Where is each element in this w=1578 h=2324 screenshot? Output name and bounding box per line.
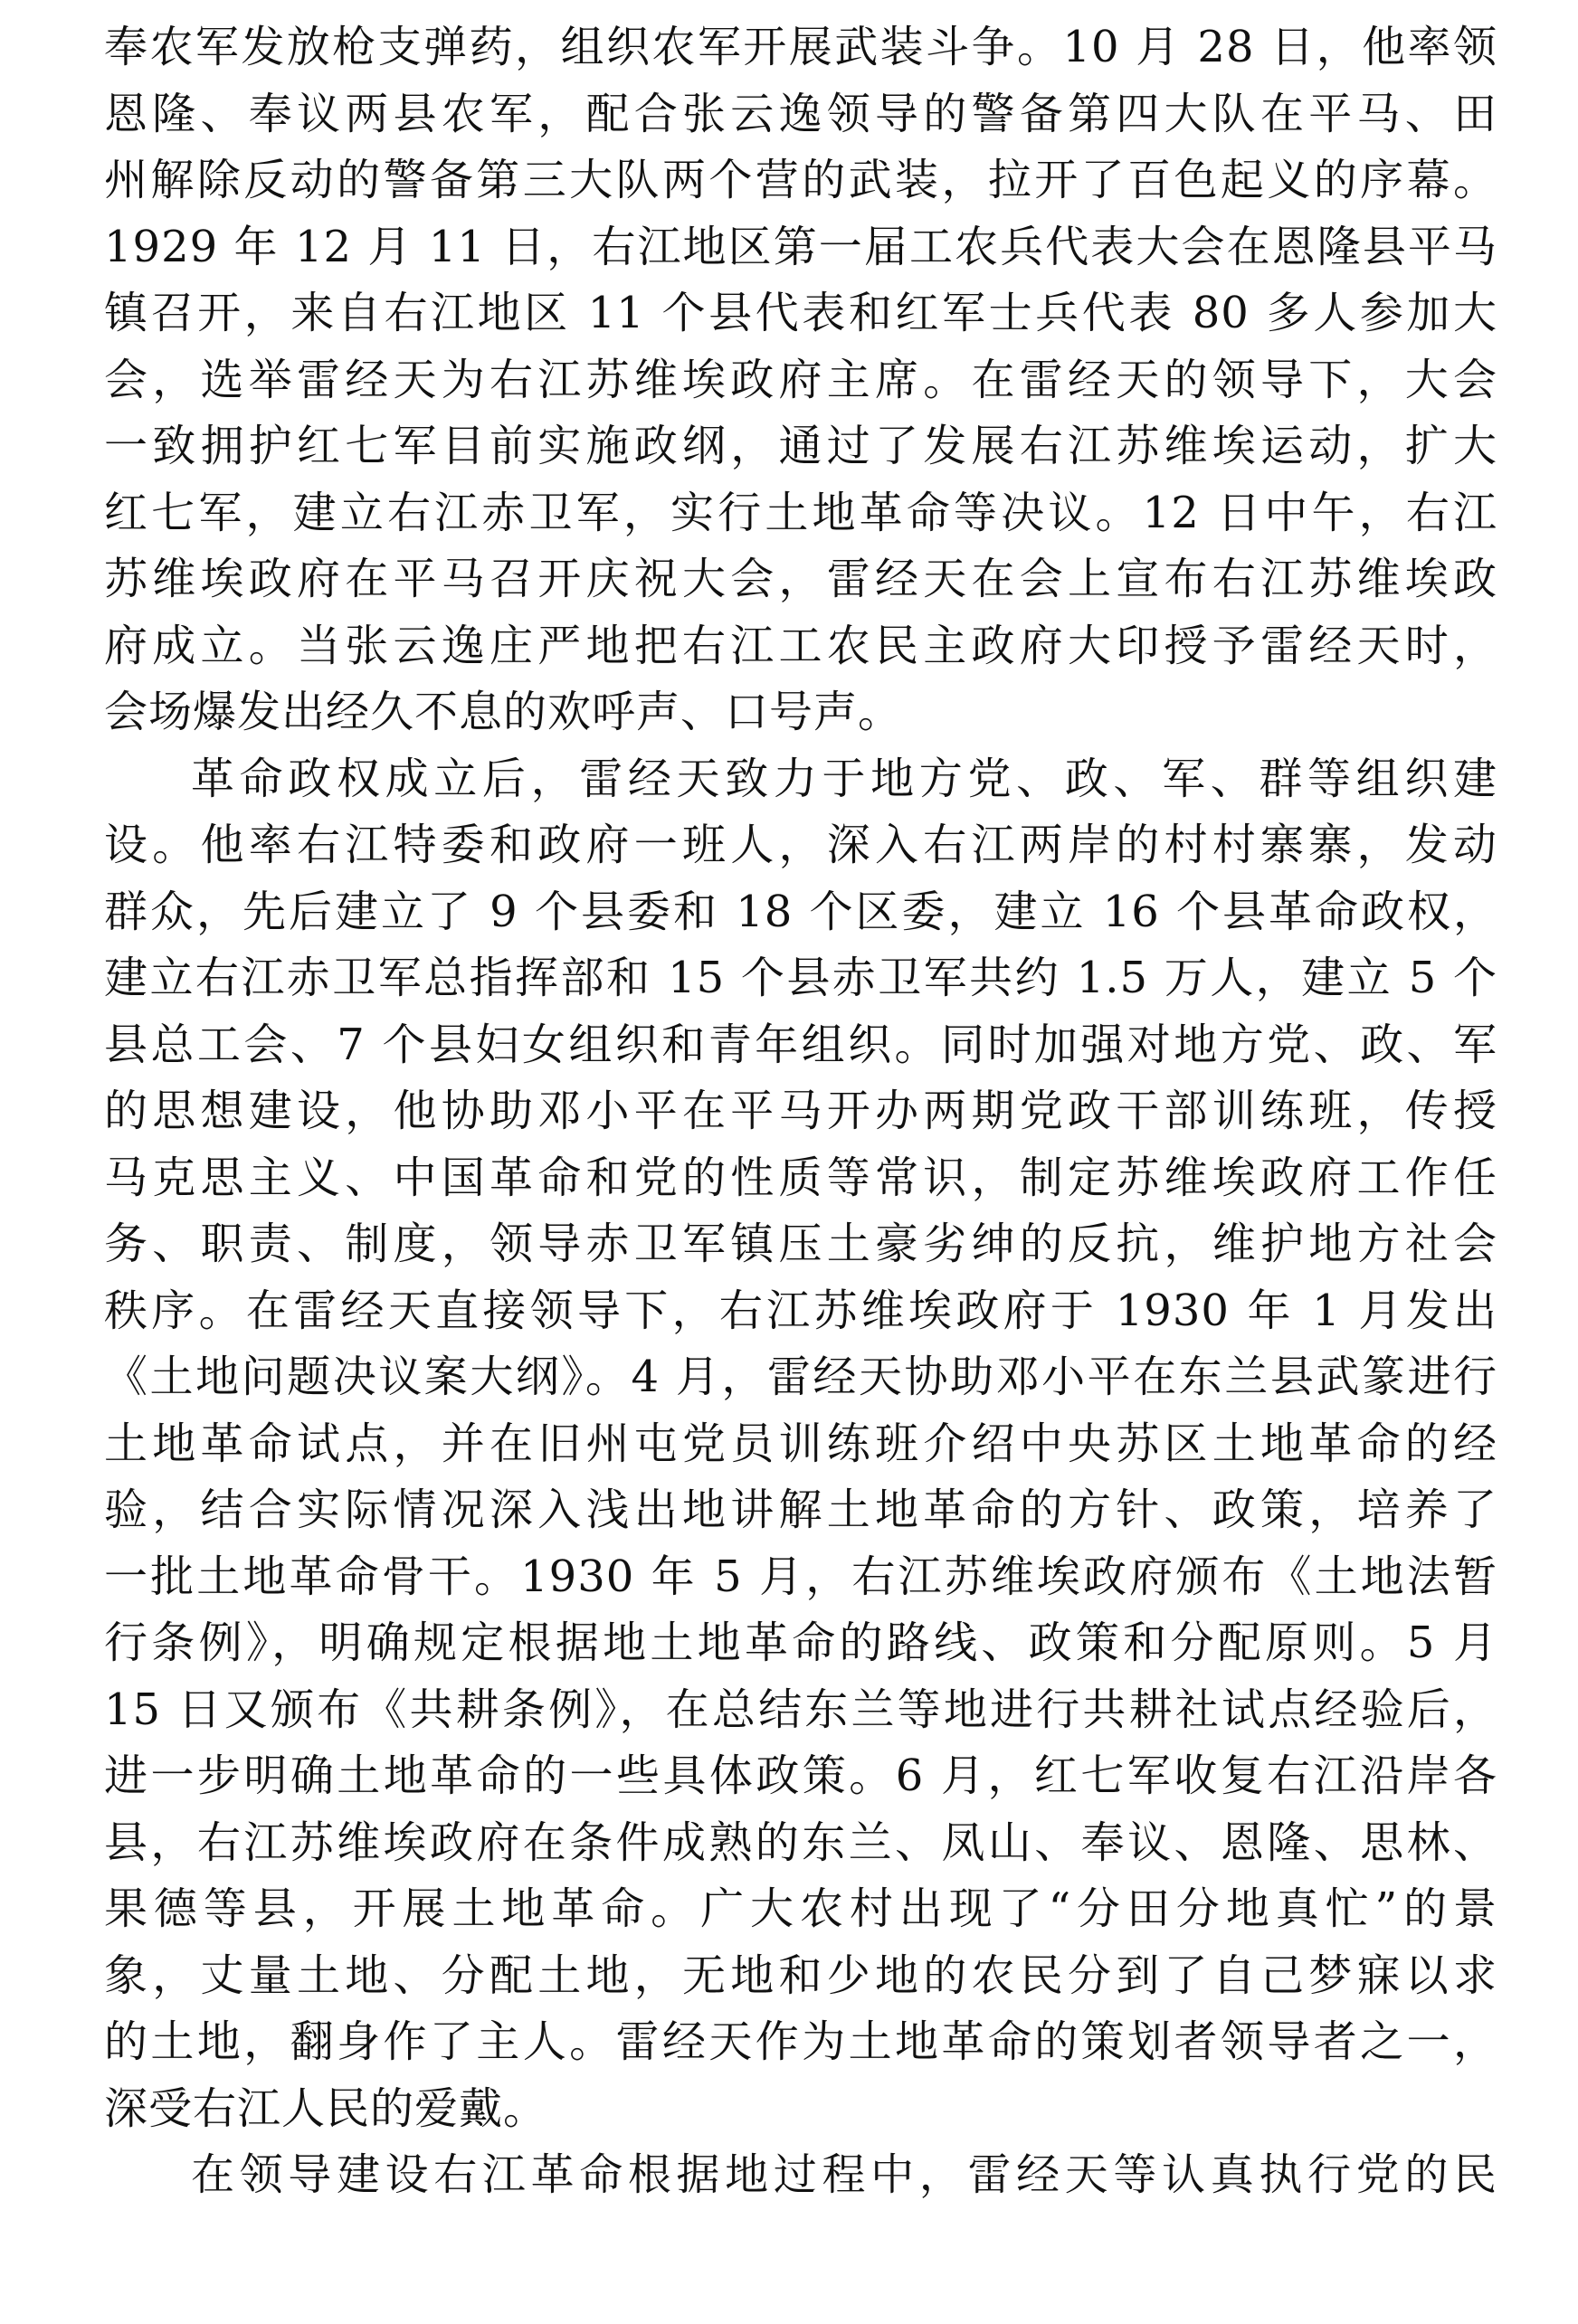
text-line: 镇召开，来自右江地区 11 个县代表和红军士兵代表 80 多人参加大 — [104, 288, 1497, 338]
text-line: 设。他率右江特委和政府一班人，深入右江两岸的村村寨寨，发动 — [104, 820, 1497, 870]
text-line: 在领导建设右江革命根据地过程中，雷经天等认真执行党的民 — [191, 2149, 1497, 2200]
text-line: 会场爆发出经久不息的欢呼声、口号声。 — [104, 687, 903, 737]
text-line: 1929 年 12 月 11 日，右江地区第一届工农兵代表大会在恩隆县平马 — [104, 221, 1497, 272]
text-line: 进一步明确土地革命的一些具体政策。6 月，红七军收复右江沿岸各 — [104, 1750, 1497, 1801]
text-line: 革命政权成立后，雷经天致力于地方党、政、军、群等组织建 — [191, 753, 1497, 804]
text-line: 一致拥护红七军目前实施政纲，通过了发展右江苏维埃运动，扩大 — [104, 421, 1497, 471]
text-line: 群众，先后建立了 9 个县委和 18 个区委，建立 16 个县革命政权， — [104, 886, 1497, 937]
text-line: 马克思主义、中国革命和党的性质等常识，制定苏维埃政府工作任 — [104, 1152, 1497, 1203]
text-line: 县总工会、7 个县妇女组织和青年组织。同时加强对地方党、政、军 — [104, 1019, 1497, 1070]
text-line: 县，右江苏维埃政府在条件成熟的东兰、凤山、奉议、恩隆、思林、 — [104, 1817, 1497, 1868]
text-line: 苏维埃政府在平马召开庆祝大会，雷经天在会上宣布右江苏维埃政 — [104, 554, 1497, 604]
text-line: 15 日又颁布《共耕条例》，在总结东兰等地进行共耕社试点经验后， — [104, 1684, 1497, 1735]
text-line: 建立右江赤卫军总指挥部和 15 个县赤卫军共约 1.5 万人，建立 5 个 — [104, 953, 1497, 1003]
text-line: 的思想建设，他协助邓小平在平马开办两期党政干部训练班，传授 — [104, 1086, 1497, 1136]
text-line: 象，丈量土地、分配土地，无地和少地的农民分到了自己梦寐以求 — [104, 1949, 1497, 2001]
text-line: 验，结合实际情况深入浅出地讲解土地革命的方针、政策，培养了 — [104, 1485, 1497, 1535]
text-line: 府成立。当张云逸庄严地把右江工农民主政府大印授予雷经天时， — [104, 620, 1497, 671]
text-line: 深受右江人民的爱戴。 — [104, 2082, 548, 2134]
text-line: 红七军，建立右江赤卫军，实行土地革命等决议。12 日中午，右江 — [104, 487, 1497, 538]
text-line: 的土地，翻身作了主人。雷经天作为土地革命的策划者领导者之一， — [104, 2016, 1497, 2067]
text-line: 务、职责、制度，领导赤卫军镇压土豪劣绅的反抗，维护地方社会 — [104, 1219, 1497, 1269]
text-line: 果德等县，开展土地革命。广大农村出现了“分田分地真忙”的景 — [104, 1883, 1497, 1934]
text-line: 土地革命试点，并在旧州屯党员训练班介绍中央苏区土地革命的经 — [104, 1418, 1497, 1469]
text-line: 一批土地革命骨干。1930 年 5 月，右江苏维埃政府颁布《土地法暂 — [104, 1551, 1497, 1602]
text-line: 行条例》，明确规定根据地土地革命的路线、政策和分配原则。5 月 — [104, 1617, 1497, 1668]
text-line: 会，选举雷经天为右江苏维埃政府主席。在雷经天的领导下，大会 — [104, 354, 1497, 405]
text-line: 奉农军发放枪支弹药，组织农军开展武装斗争。10 月 28 日，他率领 — [104, 22, 1497, 72]
body-text — [104, 14, 1497, 2209]
text-line: 秩序。在雷经天直接领导下，右江苏维埃政府于 1930 年 1 月发出 — [104, 1285, 1497, 1336]
text-line: 恩隆、奉议两县农军，配合张云逸领导的警备第四大队在平马、田 — [104, 88, 1497, 139]
text-line: 州解除反动的警备第三大队两个营的武装，拉开了百色起义的序幕。 — [104, 155, 1497, 205]
text-line: 《土地问题决议案大纲》。4 月，雷经天协助邓小平在东兰县武篆进行 — [104, 1352, 1497, 1402]
